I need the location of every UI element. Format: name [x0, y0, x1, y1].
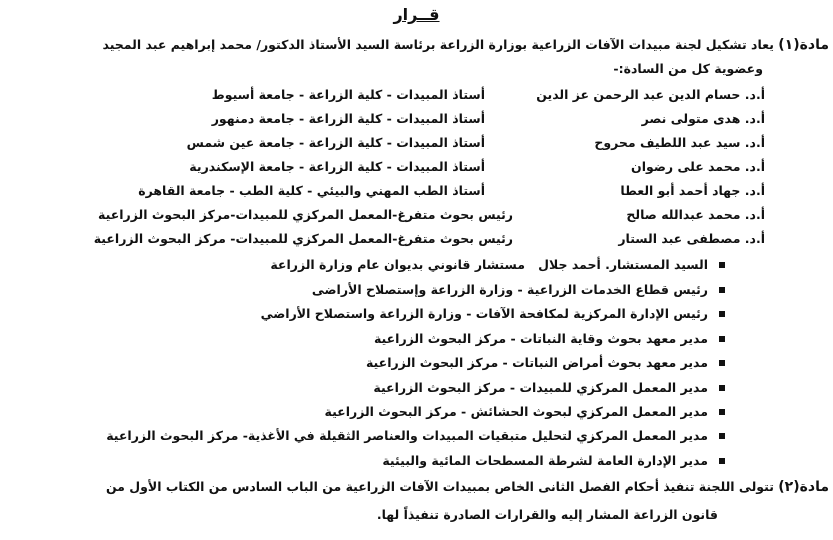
- member-2-name: أ.د. هدى متولى نصر: [641, 111, 765, 126]
- member-7-name: أ.د. مصطفى عبد الستار: [618, 231, 765, 246]
- bullet-2-icon: [719, 311, 725, 317]
- member-1-position: أستاذ المبيدات - كلية الزراعة - جامعة أسيوط: [211, 87, 485, 102]
- bullet-1-icon: [719, 287, 725, 293]
- article-1-label: مادة(١): [778, 37, 829, 53]
- document-title: [0, 4, 833, 26]
- bullet-item-6: مدير المعمل المركزي لبحوث الحشائش - مركز البحوث الزراعية: [324, 404, 708, 419]
- member-6-name: أ.د. محمد عبدالله صالح: [626, 207, 765, 222]
- bullet-item-8: مدير الإدارة العامة لشرطة المسطحات المائية والبيئية: [382, 453, 708, 468]
- bullet-5-icon: [719, 385, 725, 391]
- bullet-4-icon: [719, 360, 725, 366]
- article-2-text: تتولى اللجنة تنفيذ أحكام الفصل الثانى الخاص بمبيدات الآفات الزراعية من الباب السادس من الكتاب الأول من: [105, 479, 774, 494]
- member-1-name: أ.د. حسام الدين عبد الرحمن عز الدين: [536, 87, 765, 102]
- bullet-item-3: مدير معهد بحوث وقاية النباتات - مركز البحوث الزراعية: [373, 331, 708, 346]
- member-7-position: رئيس بحوث متفرغ-المعمل المركزي للمبيدات- مركز البحوث الزراعية: [93, 231, 513, 246]
- bullet-item-7: مدير المعمل المركزي لتحليل متبقيات المبيدات والعناصر الثقيلة في الأغذية- مركز البحوث الزراعية: [106, 428, 708, 443]
- bullet-item-2: رئيس الإدارة المركزية لمكافحة الآفات - وزارة الزراعة واستصلاح الأراضي: [260, 306, 708, 321]
- member-2-position: أستاذ المبيدات - كلية الزراعة - جامعة دمنهور: [211, 111, 485, 126]
- article-1-text: يعاد تشكيل لجنة مبيدات الآفات الزراعية بوزارة الزراعة برئاسة السيد الأستاذ الدكتور/ محمد إبراهيم عبد المجيد: [102, 37, 774, 52]
- member-4-position: أستاذ المبيدات - كلية الزراعة - جامعة الإسكندرية: [189, 159, 485, 174]
- member-3-name: أ.د. سيد عبد اللطيف محروح: [594, 135, 765, 150]
- member-5-position: أستاذ الطب المهني والبيئي - كلية الطب - جامعة القاهرة: [138, 183, 485, 198]
- document-title-text: قــرار: [393, 5, 440, 24]
- bullet-counselor-icon: [719, 262, 725, 268]
- article-1-line: [102, 34, 829, 56]
- bullet-6-icon: [719, 409, 725, 415]
- bullet-item-4: مدير معهد بحوث أمراض النباتات - مركز البحوث الزراعية: [365, 355, 708, 370]
- bullet-3-icon: [719, 336, 725, 342]
- counselor-name: السيد المستشار. أحمد جلال: [538, 257, 708, 272]
- member-3-position: أستاذ المبيدات - كلية الزراعة - جامعة عين شمس: [186, 135, 485, 150]
- article-1-continuation: وعضوية كل من السادة:-: [613, 61, 763, 76]
- bullet-item-5: مدير المعمل المركزي للمبيدات - مركز البحوث الزراعية: [373, 380, 708, 395]
- member-4-name: أ.د. محمد على رضوان: [631, 159, 765, 174]
- bullet-7-icon: [719, 433, 725, 439]
- article-2-label: مادة(٢): [778, 479, 829, 495]
- article-2-continuation: قانون الزراعة المشار إليه والقرارات الصادرة تنفيذاً لها.: [376, 507, 718, 522]
- bullet-8-icon: [719, 458, 725, 464]
- member-6-position: رئيس بحوث متفرغ-المعمل المركزي للمبيدات-مركز البحوث الزراعية: [98, 207, 513, 222]
- bullet-item-1: رئيس قطاع الخدمات الزراعية - وزارة الزراعة وإستصلاح الأراضى: [311, 282, 708, 297]
- counselor-position: مستشار قانوني بديوان عام وزارة الزراعة: [270, 257, 525, 272]
- member-5-name: أ.د. جهاد أحمد أبو العطا: [620, 183, 765, 198]
- article-2-line: [106, 476, 829, 498]
